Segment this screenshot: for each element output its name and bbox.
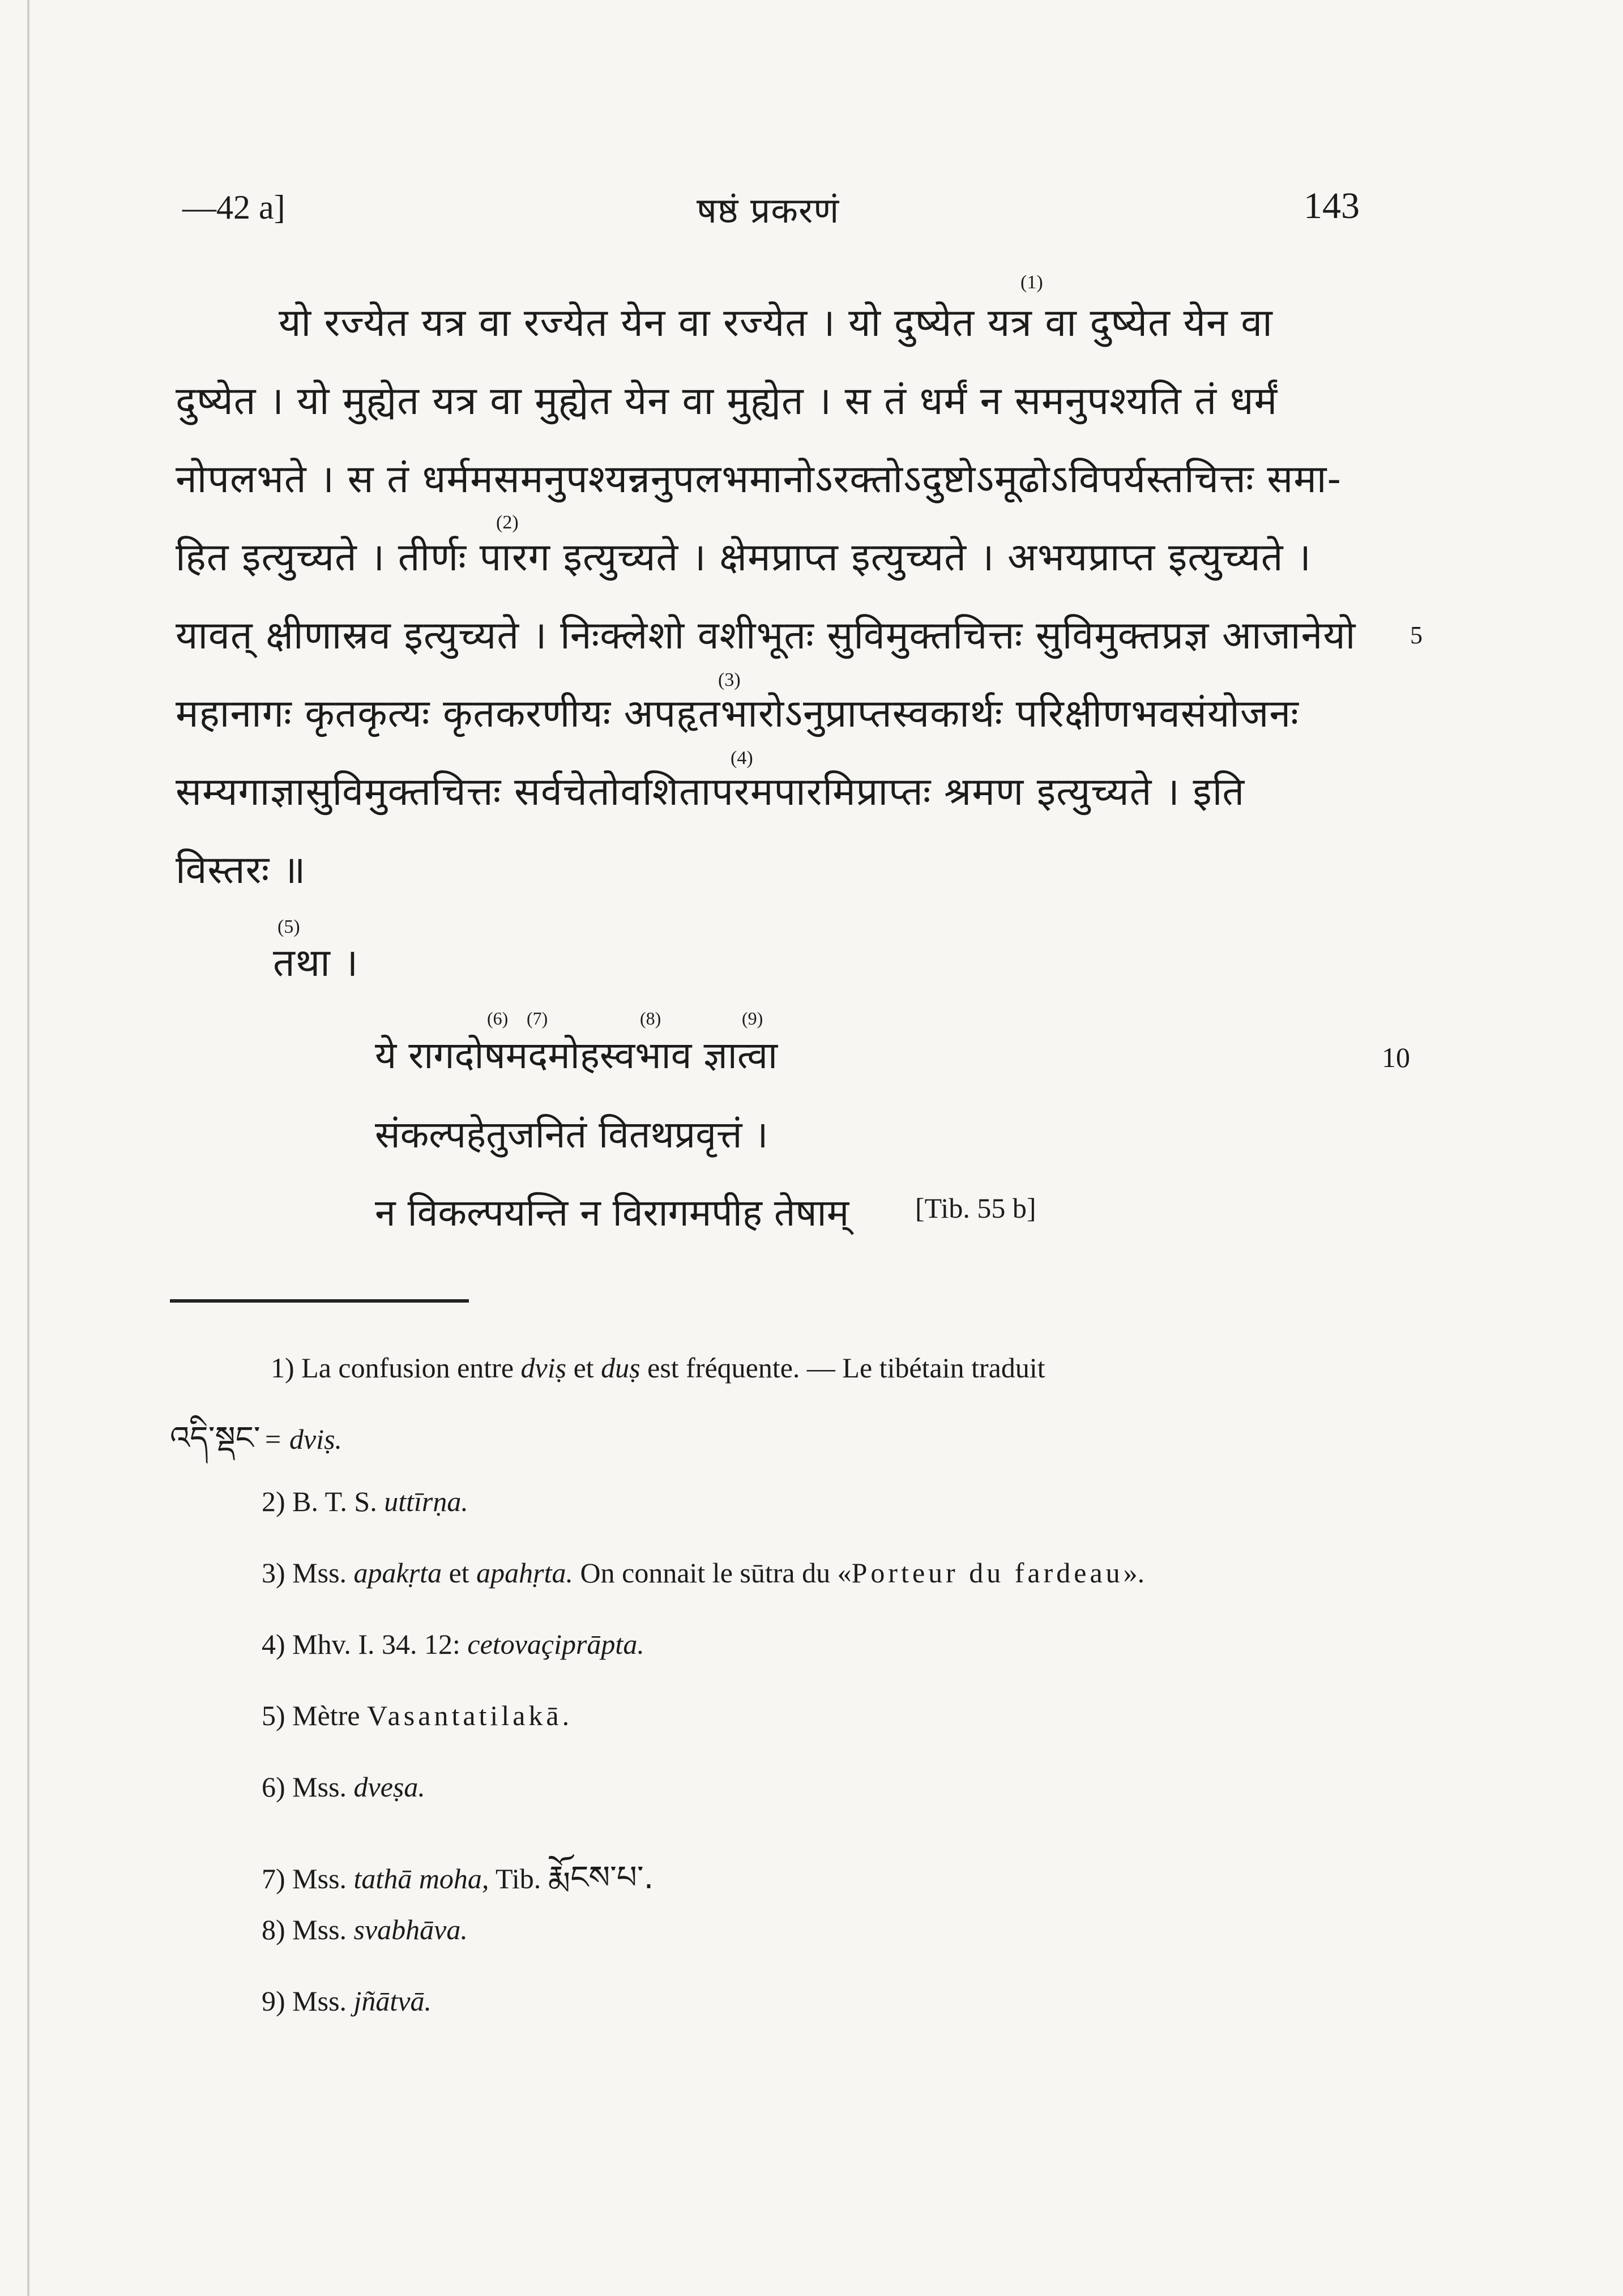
footnote-number: 1) [271, 1352, 294, 1384]
footnote-2 [262, 1485, 468, 1518]
body-line-1: यो रज्येत यत्र वा रज्येत येन वा रज्येत । यो दुष्येत यत्र वा दुष्येत येन वा [279, 301, 1273, 345]
verse-tibetan-ref: [Tib. 55 b] [915, 1192, 1036, 1224]
footnote-italic: dviṣ [520, 1352, 567, 1384]
footnote-number: 6) [262, 1771, 285, 1803]
footnote-text: Mss. [292, 1914, 347, 1945]
footnote-number: 8) [262, 1914, 285, 1945]
footnote-number: 5) [262, 1700, 285, 1731]
footnote-spaced-title: Vasantatilakā. [367, 1700, 573, 1731]
running-header-title: षष्ठं प्रकरणं [697, 190, 840, 231]
footnote-text: Tib. [496, 1863, 541, 1894]
footnote-separator [170, 1299, 469, 1303]
footnote-5 [262, 1699, 573, 1732]
footnote-number: 7) [262, 1863, 285, 1894]
verse-line-2: संकल्पहेतुजनितं वितथप्रवृत्तं । [375, 1113, 768, 1156]
footnote-text: Mhv. I. 34. 12: [292, 1628, 460, 1660]
footnote-text: Mss. [292, 1985, 347, 2017]
footnote-text: Mss. [292, 1557, 347, 1589]
footnote-italic: duṣ [601, 1352, 640, 1384]
footnote-8 [262, 1913, 468, 1946]
footnote-6 [262, 1770, 425, 1803]
footnote-ref-7: (7) [527, 1008, 548, 1028]
footnote-ref-8: (8) [640, 1008, 661, 1028]
footnote-ref-2: (2) [496, 512, 519, 533]
verse-line-3: न विकल्पयन्ति न विरागमपीह तेषाम् [375, 1191, 849, 1235]
verse-line-1: ये रागदोषमदमोहस्वभाव ज्ञात्वा [375, 1034, 778, 1077]
footnote-text: et [573, 1352, 594, 1384]
footnote-text: Mètre [292, 1700, 360, 1731]
page-number: 143 [1304, 185, 1360, 227]
body-line-3: नोपलभते । स तं धर्ममसमनुपश्यन्ननुपलभमानोऽरक्तोऽदुष्टोऽमूढोऽविपर्यस्तचित्तः समा- [176, 457, 1342, 502]
body-line-4: हित इत्युच्यते । तीर्णः पारग इत्युच्यते । क्षेमप्राप्त इत्युच्यते । अभयप्राप्त इत्युच्यते । [176, 535, 1312, 580]
footnote-number: 4) [262, 1628, 285, 1660]
footnote-ref-1: (1) [1020, 272, 1043, 293]
footnote-spaced-title: Porteur du fardeau [851, 1557, 1124, 1589]
footnote-1-cont [170, 1402, 342, 1492]
footnote-4 [262, 1628, 644, 1661]
footnote-ref-6: (6) [487, 1008, 509, 1028]
line-number-5: 5 [1410, 621, 1423, 649]
footnote-italic: cetovaçiprāpta. [467, 1628, 644, 1660]
footnote-ref-5: (5) [277, 916, 300, 937]
footnote-italic: = dviṣ. [263, 1423, 343, 1455]
footnote-italic: jñātvā. [353, 1985, 432, 2017]
tibetan-script: རྨོངས་པ་. [548, 1859, 654, 1896]
footnote-1 [271, 1351, 1045, 1384]
page-margin-line [27, 0, 29, 2296]
body-line-8: विस्तरः ॥ [176, 848, 306, 893]
body-line-2: दुष्येत । यो मुह्येत यत्र वा मुह्येत येन वा मुह्येत । स तं धर्मं न समनुपश्यति तं धर्मं [176, 379, 1278, 424]
line-number-10: 10 [1382, 1042, 1410, 1073]
footnote-number: 3) [262, 1557, 285, 1589]
footnote-ref-9: (9) [742, 1008, 763, 1028]
body-line-6: महानागः कृतकृत्यः कृतकरणीयः अपहृतभारोऽनुप्राप्तस्वकार्थः परिक्षीणभवसंयोजनः [176, 692, 1299, 736]
footnote-9 [262, 1985, 432, 2017]
running-header-left: —42 a] [182, 189, 285, 226]
tatha-line: तथा । [273, 941, 359, 985]
footnote-3 [262, 1556, 1144, 1589]
footnote-number: 9) [262, 1985, 285, 2017]
footnote-text: La confusion entre [301, 1352, 514, 1384]
body-line-7: सम्यगाज्ञासुविमुक्तचित्तः सर्वचेतोवशितापरमपारमिप्राप्तः श्रमण इत्युच्यते । इति [176, 770, 1245, 814]
tibetan-script: འདི་སྡང་ [170, 1420, 260, 1457]
footnote-italic: uttīrṇa. [384, 1486, 468, 1517]
footnote-italic: tathā moha, [353, 1863, 489, 1894]
footnote-text: est fréquente. — Le tibétain traduit [647, 1352, 1045, 1384]
footnote-text: ». [1123, 1557, 1145, 1589]
footnote-ref-3: (3) [718, 669, 741, 690]
footnote-ref-4: (4) [731, 748, 753, 769]
footnote-text: Mss. [292, 1863, 347, 1894]
footnote-italic: apakṛta [353, 1557, 442, 1589]
footnote-italic: dveṣa. [353, 1771, 425, 1803]
footnote-text: On connait le sūtra du « [580, 1557, 852, 1589]
footnote-text: B. T. S. [292, 1486, 377, 1517]
body-line-5: यावत् क्षीणास्रव इत्युच्यते । निःक्लेशो वशीभूतः सुविमुक्तचित्तः सुविमुक्तप्रज्ञ आजानेयो [176, 613, 1356, 658]
footnote-text: et [449, 1557, 469, 1589]
footnote-italic: svabhāva. [353, 1914, 468, 1945]
footnote-text: Mss. [292, 1771, 347, 1803]
footnote-italic: apahṛta. [476, 1557, 574, 1589]
footnote-number: 2) [262, 1486, 285, 1517]
